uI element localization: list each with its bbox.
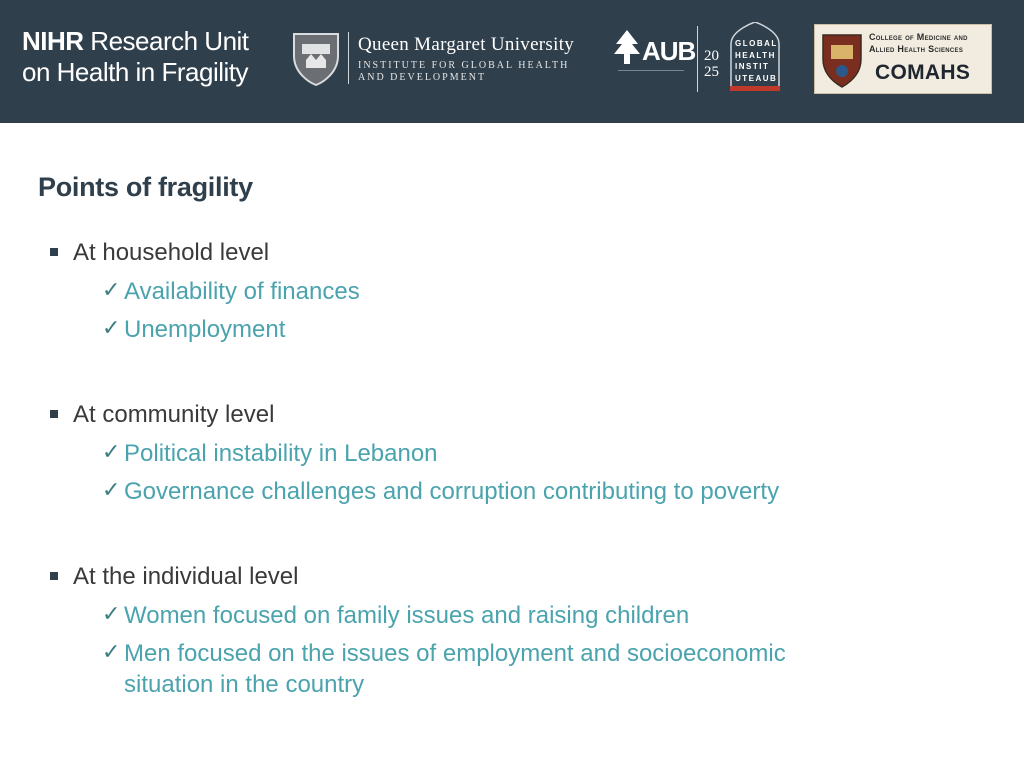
qmu-inst-line1: INSTITUTE FOR GLOBAL HEALTH [358, 60, 570, 71]
checkmark-icon: ✓ [102, 601, 121, 626]
checkmark-icon: ✓ [102, 477, 121, 502]
aub-subtext: ——————————— [618, 68, 684, 74]
bullet-item [46, 232, 946, 272]
checkmark-icon: ✓ [102, 315, 121, 340]
checkmark-icon: ✓ [102, 277, 121, 302]
aub-ghi-line1: GLOBAL [735, 39, 778, 48]
sub-item-text: Unemployment [124, 316, 286, 343]
aub-ghi-text [735, 38, 778, 84]
sub-item [46, 272, 946, 310]
checkmark-icon: ✓ [102, 639, 121, 664]
aub-logo [610, 22, 785, 97]
checkmark-icon: ✓ [102, 439, 121, 464]
qmu-inst-line2: AND DEVELOPMENT [358, 72, 487, 83]
bullet-label: At community level [73, 401, 275, 428]
nihr-rest: Research Unit [90, 26, 249, 56]
sub-item-text: Men focused on the issues of employment and socioeconomic situation in the country [124, 640, 786, 698]
comahs-title [869, 31, 968, 55]
slide-title: Points of fragility [38, 172, 253, 202]
square-bullet-icon [50, 410, 58, 418]
bullet-label: At the individual level [73, 563, 299, 590]
sub-item-text: Political instability in Lebanon [124, 440, 438, 467]
aub-text: AUB [642, 36, 696, 66]
aub-divider [697, 26, 698, 92]
aub-ghi-line3: INSTIT [735, 62, 770, 71]
comahs-line1: College of Medicine and [869, 32, 968, 42]
square-bullet-icon [50, 248, 58, 256]
slide-content [46, 232, 946, 752]
aub-year [704, 48, 719, 80]
aub-ghi-line4: UTEAUB [735, 73, 778, 83]
header-bar [0, 0, 1024, 123]
qmu-divider [348, 32, 349, 84]
square-bullet-icon [50, 572, 58, 580]
comahs-logo [814, 24, 992, 94]
sub-item-text: Women focused on family issues and raising children [124, 602, 690, 629]
aub-year-line2: 25 [704, 64, 719, 80]
sub-item [46, 634, 946, 706]
comahs-line2: Allied Health Sciences [869, 44, 964, 54]
sub-item-text: Governance challenges and corruption contributing to poverty [124, 478, 780, 505]
sub-item [46, 434, 946, 472]
cedar-icon [612, 28, 642, 68]
sub-item [46, 472, 946, 510]
sub-item-text: Availability of finances [124, 278, 360, 305]
bullet-item [46, 556, 946, 596]
comahs-crest-icon [819, 29, 865, 89]
group-community [46, 394, 946, 510]
bullet-label: At household level [73, 239, 270, 266]
qmu-institute [358, 60, 569, 84]
group-household [46, 232, 946, 348]
aub-red-bar [730, 86, 780, 91]
aub-year-line1: 20 [704, 48, 719, 64]
qmu-name: Queen Margaret University [358, 34, 575, 55]
qmu-logo [290, 30, 590, 90]
sub-item [46, 596, 946, 634]
group-individual [46, 556, 946, 706]
nihr-logo [22, 26, 249, 88]
qmu-crest-icon [290, 30, 342, 86]
sub-item [46, 310, 946, 348]
nihr-bold: NIHR [22, 26, 84, 56]
comahs-big: COMAHS [875, 61, 971, 84]
aub-ghi-line2: HEALTH [735, 50, 776, 60]
bullet-item [46, 394, 946, 434]
nihr-line2: on Health in Fragility [22, 57, 248, 87]
